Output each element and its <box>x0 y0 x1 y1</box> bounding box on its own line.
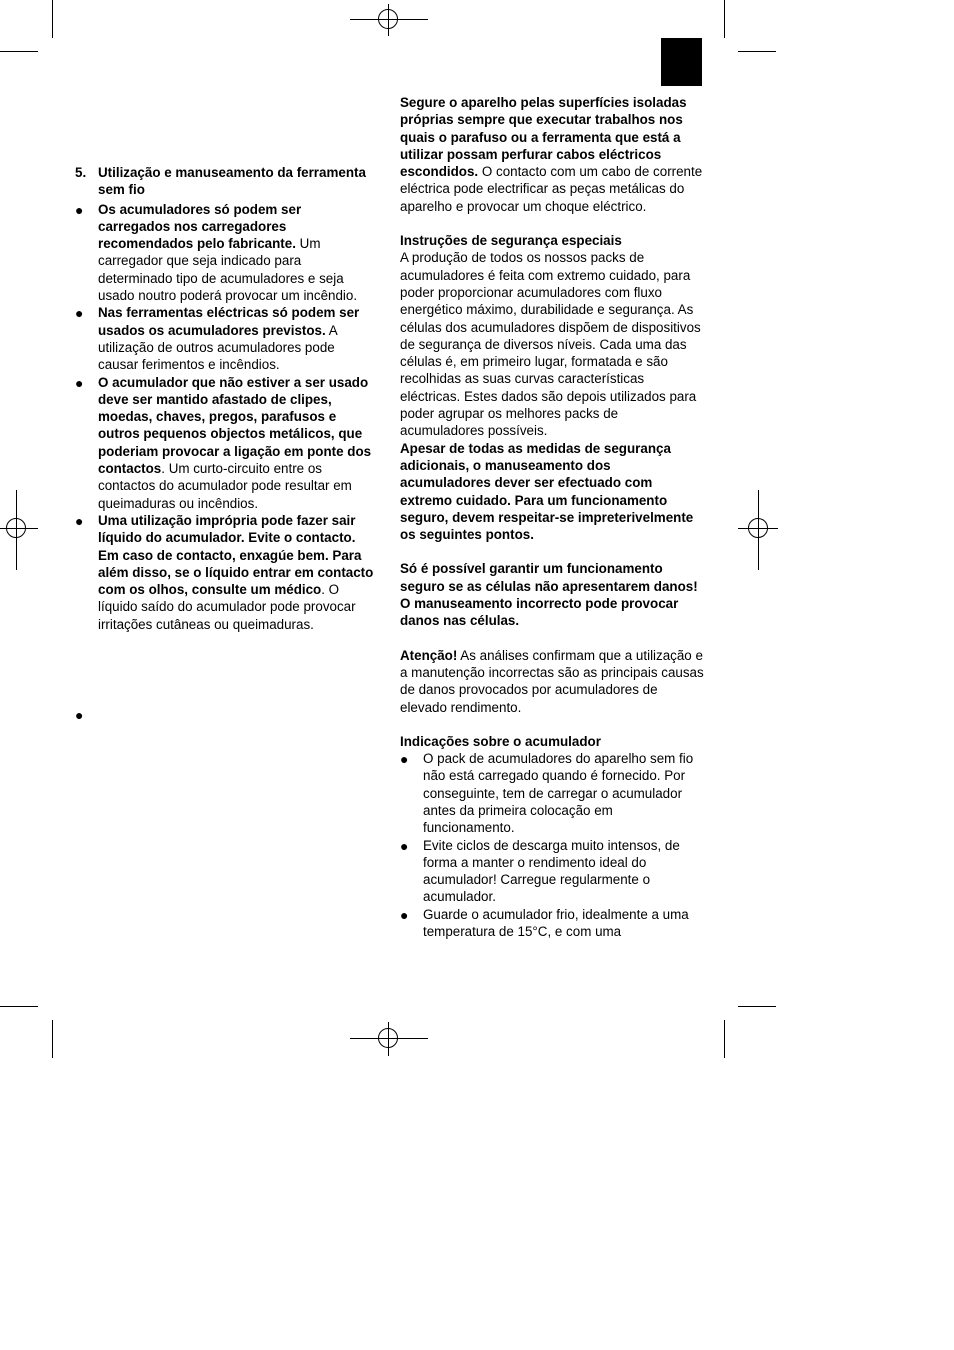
crop-mark <box>724 1020 725 1058</box>
left-column <box>75 164 377 633</box>
list-item <box>400 837 704 906</box>
bullet-text: . O líquido saído do acumulador pode provocar irritações cutâneas ou queimaduras. <box>98 582 356 632</box>
intro-paragraph <box>400 94 704 215</box>
list-item <box>75 304 377 373</box>
safe-text: Só é possível garantir um funcionamento seguro se as células não apresentarem danos! O manuseamento incorrecto pode provocar danos nas células. <box>400 561 698 629</box>
bullet-icon: ● <box>400 837 409 854</box>
section-number: 5. <box>75 165 87 180</box>
section-heading <box>75 164 377 199</box>
special-heading <box>400 232 704 249</box>
list-item <box>75 512 377 633</box>
list-item <box>400 750 704 836</box>
registration-circle <box>6 518 26 538</box>
bullet-icon: ● <box>75 305 84 322</box>
crop-mark <box>738 51 776 52</box>
language-tab <box>661 38 702 86</box>
registration-circle <box>748 518 768 538</box>
bullet-icon: ● <box>75 201 84 218</box>
attention-paragraph <box>400 647 704 716</box>
crop-mark <box>738 1006 776 1007</box>
battery-heading-text: Indicações sobre o acumulador <box>400 733 601 749</box>
bullet-text: Evite ciclos de descarga muito intensos, de forma a manter o rendimento ideal do acumulador! Carregue regularmente o acumulador. <box>423 837 680 905</box>
list-item <box>75 374 377 512</box>
special-text: A produção de todos os nossos packs de acumuladores é feita com extremo cuidado, para poder proporcionar acumuladores com fluxo energético máximo, durabilidade e segurança. As células dos acumuladores dispõem de dispositivos de segurança de diversos níveis. Cada uma das células é, em primeiro lugar, formatada e são recolhidas as suas curvas características eléctricas. Estes dados são depois utilizados para poder agrupar os melhores packs de acumuladores possíveis. <box>400 250 701 439</box>
bullet-text: Um carregador que seja indicado para determinado tipo de acumuladores e seja usado noutro poderá provocar um incêndio. <box>98 236 358 304</box>
bullet-icon: ● <box>400 751 409 768</box>
section-title: Utilização e manuseamento da ferramenta sem fio <box>98 165 366 198</box>
intro-text: O contacto com um cabo de corrente eléctrica pode electrificar as peças metálicas do aparelho e provocar um choque eléctrico. <box>400 164 703 214</box>
bullet-icon: ● <box>75 707 84 723</box>
list-item <box>400 906 704 941</box>
bullet-bold: O acumulador que não estiver a ser usado deve ser mantido afastado de clipes, moedas, chaves, pregos, parafusos e outros pequenos objectos metálicos, que poderiam provocar a ligação em ponte dos contactos <box>98 374 372 477</box>
bullet-text: A utilização de outros acumuladores pode causar ferimentos e incêndios. <box>98 322 337 373</box>
special-warning <box>400 440 704 544</box>
bullet-bold: Os acumuladores só podem ser carregados nos carregadores recomendados pelo fabricante. <box>98 201 302 252</box>
bullet-icon: ● <box>400 906 409 923</box>
registration-circle <box>378 9 398 29</box>
list-item <box>75 201 377 305</box>
battery-heading <box>400 733 704 750</box>
attention-label: Atenção! <box>400 647 458 663</box>
bullet-text: . Um curto-circuito entre os contactos do acumulador pode resultar em queimaduras ou incêndios. <box>98 461 352 511</box>
attention-text: As análises confirmam que a utilização e a manutenção incorrectas são as principais causas de danos provocados por acumuladores de elevado rendimento. <box>400 647 704 715</box>
safe-paragraph <box>400 560 704 629</box>
crop-mark <box>0 51 38 52</box>
registration-circle <box>378 1028 398 1048</box>
right-column <box>400 94 704 940</box>
intro-bold: Segure o aparelho pelas superfícies isoladas próprias sempre que executar trabalhos nos quais o parafuso ou a ferramenta que está a utilizar possam perfurar cabos eléctricos escondidos. <box>400 95 687 180</box>
bullet-icon: ● <box>75 512 84 529</box>
bullet-bold: Nas ferramentas eléctricas só podem ser usados os acumuladores previstos. <box>98 305 360 338</box>
bullet-text: O pack de acumuladores do aparelho sem fio não está carregado quando é fornecido. Por conseguinte, tem de carregar o acumulador antes da primeira colocação em funcionamento. <box>423 751 694 836</box>
bullet-bold: Uma utilização imprópria pode fazer sair líquido do acumulador. Evite o contacto. Em caso de contacto, enxagúe bem. Para além disso, se o líquido entrar em contacto com os olhos, consulte um médico <box>98 512 374 598</box>
bullet-text: Guarde o acumulador frio, idealmente a uma temperatura de 15°C, e com uma <box>423 906 689 940</box>
special-warning-text: Apesar de todas as medidas de segurança adicionais, o manuseamento dos acumuladores dever ser efectuado com extremo cuidado. Para um funcionamento seguro, devem respeitar-se impreterivelmente os seguintes pontos. <box>400 440 694 543</box>
bullet-icon: ● <box>75 374 84 391</box>
crop-mark <box>724 0 725 38</box>
special-paragraph <box>400 249 704 439</box>
crop-mark <box>0 1006 38 1007</box>
crop-mark <box>52 0 53 38</box>
special-heading-text: Instruções de segurança especiais <box>400 233 622 249</box>
crop-mark <box>52 1020 53 1058</box>
